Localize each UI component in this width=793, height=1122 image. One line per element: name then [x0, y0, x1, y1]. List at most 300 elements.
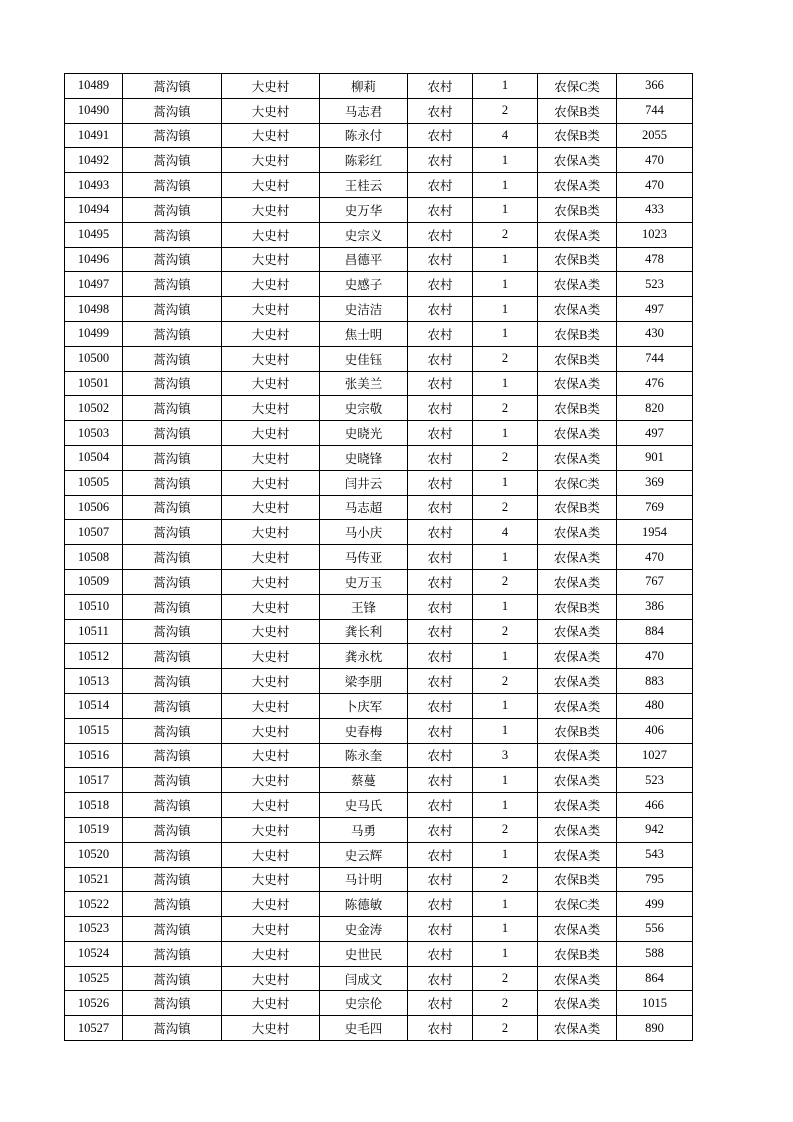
- cell-insurance-category: 农保A类: [538, 569, 617, 594]
- cell-id: 10507: [65, 520, 123, 545]
- cell-insurance-category: 农保B类: [538, 197, 617, 222]
- cell-village: 大史村: [222, 197, 320, 222]
- cell-residence-type: 农村: [408, 371, 473, 396]
- cell-residence-type: 农村: [408, 148, 473, 173]
- cell-person-name: 陈永奎: [320, 743, 408, 768]
- cell-town: 蒿沟镇: [123, 842, 222, 867]
- cell-village: 大史村: [222, 693, 320, 718]
- cell-village: 大史村: [222, 421, 320, 446]
- data-table: [64, 73, 693, 1041]
- cell-village: 大史村: [222, 123, 320, 148]
- cell-insurance-category: 农保A类: [538, 743, 617, 768]
- cell-id: 10508: [65, 545, 123, 570]
- cell-amount: 433: [617, 197, 693, 222]
- cell-insurance-category: 农保A类: [538, 371, 617, 396]
- cell-person-count: 1: [473, 892, 538, 917]
- cell-id: 10523: [65, 917, 123, 942]
- cell-amount: 767: [617, 569, 693, 594]
- cell-village: 大史村: [222, 991, 320, 1016]
- cell-amount: 884: [617, 619, 693, 644]
- cell-insurance-category: 农保A类: [538, 817, 617, 842]
- cell-residence-type: 农村: [408, 74, 473, 99]
- cell-village: 大史村: [222, 917, 320, 942]
- cell-town: 蒿沟镇: [123, 445, 222, 470]
- cell-insurance-category: 农保A类: [538, 793, 617, 818]
- cell-person-name: 闫成文: [320, 966, 408, 991]
- table-row: [65, 321, 693, 346]
- cell-person-name: 陈德敏: [320, 892, 408, 917]
- cell-person-name: 马计明: [320, 867, 408, 892]
- cell-person-name: 史洁洁: [320, 297, 408, 322]
- cell-residence-type: 农村: [408, 321, 473, 346]
- cell-residence-type: 农村: [408, 569, 473, 594]
- table-row: [65, 718, 693, 743]
- cell-residence-type: 农村: [408, 594, 473, 619]
- table-row: [65, 371, 693, 396]
- cell-insurance-category: 农保B类: [538, 495, 617, 520]
- cell-village: 大史村: [222, 272, 320, 297]
- cell-person-name: 闫井云: [320, 470, 408, 495]
- cell-amount: 820: [617, 396, 693, 421]
- cell-id: 10489: [65, 74, 123, 99]
- cell-residence-type: 农村: [408, 1016, 473, 1041]
- cell-amount: 883: [617, 669, 693, 694]
- cell-village: 大史村: [222, 173, 320, 198]
- cell-residence-type: 农村: [408, 669, 473, 694]
- cell-person-count: 1: [473, 768, 538, 793]
- cell-amount: 1027: [617, 743, 693, 768]
- cell-insurance-category: 农保A类: [538, 991, 617, 1016]
- cell-insurance-category: 农保A类: [538, 693, 617, 718]
- cell-amount: 744: [617, 346, 693, 371]
- cell-town: 蒿沟镇: [123, 297, 222, 322]
- cell-id: 10502: [65, 396, 123, 421]
- table-row: [65, 470, 693, 495]
- cell-id: 10506: [65, 495, 123, 520]
- table-row: [65, 421, 693, 446]
- cell-town: 蒿沟镇: [123, 148, 222, 173]
- cell-town: 蒿沟镇: [123, 396, 222, 421]
- cell-id: 10494: [65, 197, 123, 222]
- cell-town: 蒿沟镇: [123, 991, 222, 1016]
- cell-amount: 497: [617, 297, 693, 322]
- cell-person-name: 史毛四: [320, 1016, 408, 1041]
- cell-insurance-category: 农保A类: [538, 272, 617, 297]
- cell-person-count: 2: [473, 98, 538, 123]
- cell-insurance-category: 农保B类: [538, 594, 617, 619]
- cell-person-count: 2: [473, 1016, 538, 1041]
- cell-amount: 369: [617, 470, 693, 495]
- cell-id: 10513: [65, 669, 123, 694]
- table-row: [65, 445, 693, 470]
- cell-id: 10490: [65, 98, 123, 123]
- cell-town: 蒿沟镇: [123, 867, 222, 892]
- table-row: [65, 693, 693, 718]
- cell-id: 10495: [65, 222, 123, 247]
- cell-person-name: 张美兰: [320, 371, 408, 396]
- cell-id: 10511: [65, 619, 123, 644]
- cell-amount: 556: [617, 917, 693, 942]
- table-row: [65, 892, 693, 917]
- cell-person-name: 史云辉: [320, 842, 408, 867]
- cell-person-count: 1: [473, 545, 538, 570]
- cell-village: 大史村: [222, 768, 320, 793]
- cell-person-name: 王锋: [320, 594, 408, 619]
- cell-residence-type: 农村: [408, 222, 473, 247]
- cell-id: 10525: [65, 966, 123, 991]
- cell-village: 大史村: [222, 644, 320, 669]
- cell-person-count: 2: [473, 396, 538, 421]
- cell-insurance-category: 农保B类: [538, 718, 617, 743]
- cell-person-name: 马志超: [320, 495, 408, 520]
- cell-insurance-category: 农保B类: [538, 396, 617, 421]
- cell-person-count: 1: [473, 148, 538, 173]
- cell-person-count: 1: [473, 321, 538, 346]
- cell-village: 大史村: [222, 98, 320, 123]
- cell-town: 蒿沟镇: [123, 371, 222, 396]
- cell-residence-type: 农村: [408, 520, 473, 545]
- cell-person-count: 2: [473, 495, 538, 520]
- cell-village: 大史村: [222, 297, 320, 322]
- cell-person-name: 龚永枕: [320, 644, 408, 669]
- cell-village: 大史村: [222, 445, 320, 470]
- cell-person-name: 史晓光: [320, 421, 408, 446]
- cell-insurance-category: 农保A类: [538, 768, 617, 793]
- cell-person-count: 1: [473, 718, 538, 743]
- cell-person-name: 焦士明: [320, 321, 408, 346]
- table-row: [65, 272, 693, 297]
- cell-person-name: 柳莉: [320, 74, 408, 99]
- cell-amount: 386: [617, 594, 693, 619]
- cell-amount: 499: [617, 892, 693, 917]
- cell-insurance-category: 农保A类: [538, 669, 617, 694]
- cell-person-name: 史晓锋: [320, 445, 408, 470]
- cell-amount: 543: [617, 842, 693, 867]
- cell-id: 10493: [65, 173, 123, 198]
- cell-id: 10516: [65, 743, 123, 768]
- cell-town: 蒿沟镇: [123, 247, 222, 272]
- cell-insurance-category: 农保B类: [538, 321, 617, 346]
- cell-amount: 795: [617, 867, 693, 892]
- cell-village: 大史村: [222, 966, 320, 991]
- cell-id: 10524: [65, 941, 123, 966]
- cell-id: 10500: [65, 346, 123, 371]
- cell-person-count: 1: [473, 644, 538, 669]
- cell-residence-type: 农村: [408, 123, 473, 148]
- table-row: [65, 768, 693, 793]
- cell-residence-type: 农村: [408, 197, 473, 222]
- table-row: [65, 520, 693, 545]
- cell-insurance-category: 农保A类: [538, 520, 617, 545]
- cell-person-count: 1: [473, 470, 538, 495]
- table-row: [65, 817, 693, 842]
- cell-insurance-category: 农保B类: [538, 247, 617, 272]
- cell-town: 蒿沟镇: [123, 470, 222, 495]
- cell-person-count: 2: [473, 222, 538, 247]
- cell-town: 蒿沟镇: [123, 74, 222, 99]
- cell-town: 蒿沟镇: [123, 123, 222, 148]
- cell-town: 蒿沟镇: [123, 718, 222, 743]
- cell-residence-type: 农村: [408, 718, 473, 743]
- cell-person-count: 2: [473, 966, 538, 991]
- table-row: [65, 173, 693, 198]
- cell-amount: 430: [617, 321, 693, 346]
- cell-insurance-category: 农保B类: [538, 867, 617, 892]
- cell-town: 蒿沟镇: [123, 346, 222, 371]
- cell-town: 蒿沟镇: [123, 520, 222, 545]
- cell-person-count: 2: [473, 867, 538, 892]
- cell-id: 10526: [65, 991, 123, 1016]
- cell-village: 大史村: [222, 545, 320, 570]
- cell-town: 蒿沟镇: [123, 569, 222, 594]
- cell-insurance-category: 农保A类: [538, 148, 617, 173]
- cell-residence-type: 农村: [408, 272, 473, 297]
- cell-amount: 1015: [617, 991, 693, 1016]
- cell-amount: 769: [617, 495, 693, 520]
- cell-person-count: 2: [473, 619, 538, 644]
- cell-amount: 476: [617, 371, 693, 396]
- table-row: [65, 123, 693, 148]
- cell-person-count: 1: [473, 247, 538, 272]
- cell-person-count: 1: [473, 594, 538, 619]
- cell-amount: 864: [617, 966, 693, 991]
- table-row: [65, 297, 693, 322]
- cell-village: 大史村: [222, 321, 320, 346]
- spreadsheet-sheet: [64, 73, 693, 1041]
- cell-village: 大史村: [222, 495, 320, 520]
- table-row: [65, 222, 693, 247]
- cell-town: 蒿沟镇: [123, 917, 222, 942]
- cell-person-name: 王桂云: [320, 173, 408, 198]
- cell-person-count: 2: [473, 991, 538, 1016]
- cell-town: 蒿沟镇: [123, 817, 222, 842]
- cell-person-count: 1: [473, 941, 538, 966]
- cell-amount: 1954: [617, 520, 693, 545]
- cell-town: 蒿沟镇: [123, 1016, 222, 1041]
- cell-amount: 470: [617, 173, 693, 198]
- cell-person-count: 1: [473, 74, 538, 99]
- cell-person-name: 龚长利: [320, 619, 408, 644]
- cell-person-count: 1: [473, 793, 538, 818]
- cell-insurance-category: 农保A类: [538, 619, 617, 644]
- cell-residence-type: 农村: [408, 892, 473, 917]
- cell-id: 10498: [65, 297, 123, 322]
- cell-insurance-category: 农保A类: [538, 644, 617, 669]
- table-row: [65, 74, 693, 99]
- cell-amount: 2055: [617, 123, 693, 148]
- cell-id: 10501: [65, 371, 123, 396]
- cell-town: 蒿沟镇: [123, 421, 222, 446]
- cell-amount: 470: [617, 148, 693, 173]
- cell-residence-type: 农村: [408, 98, 473, 123]
- table-row: [65, 619, 693, 644]
- cell-village: 大史村: [222, 1016, 320, 1041]
- cell-residence-type: 农村: [408, 842, 473, 867]
- cell-person-count: 4: [473, 520, 538, 545]
- cell-village: 大史村: [222, 222, 320, 247]
- cell-person-name: 梁李朋: [320, 669, 408, 694]
- cell-person-name: 昌德平: [320, 247, 408, 272]
- cell-residence-type: 农村: [408, 495, 473, 520]
- cell-person-count: 1: [473, 693, 538, 718]
- cell-amount: 523: [617, 272, 693, 297]
- cell-residence-type: 农村: [408, 867, 473, 892]
- cell-amount: 480: [617, 693, 693, 718]
- cell-insurance-category: 农保A类: [538, 421, 617, 446]
- table-row: [65, 98, 693, 123]
- cell-residence-type: 农村: [408, 247, 473, 272]
- cell-id: 10503: [65, 421, 123, 446]
- cell-person-name: 蔡蔓: [320, 768, 408, 793]
- cell-person-count: 1: [473, 197, 538, 222]
- table-row: [65, 867, 693, 892]
- cell-town: 蒿沟镇: [123, 197, 222, 222]
- cell-insurance-category: 农保A类: [538, 173, 617, 198]
- cell-amount: 1023: [617, 222, 693, 247]
- cell-insurance-category: 农保A类: [538, 445, 617, 470]
- cell-id: 10492: [65, 148, 123, 173]
- cell-insurance-category: 农保A类: [538, 222, 617, 247]
- cell-person-name: 马志君: [320, 98, 408, 123]
- cell-residence-type: 农村: [408, 445, 473, 470]
- cell-person-name: 史宗伦: [320, 991, 408, 1016]
- table-row: [65, 594, 693, 619]
- cell-id: 10509: [65, 569, 123, 594]
- cell-amount: 406: [617, 718, 693, 743]
- cell-insurance-category: 农保C类: [538, 74, 617, 99]
- table-row: [65, 991, 693, 1016]
- cell-id: 10496: [65, 247, 123, 272]
- table-row: [65, 793, 693, 818]
- cell-person-count: 1: [473, 297, 538, 322]
- cell-village: 大史村: [222, 867, 320, 892]
- cell-village: 大史村: [222, 396, 320, 421]
- cell-residence-type: 农村: [408, 173, 473, 198]
- cell-town: 蒿沟镇: [123, 768, 222, 793]
- cell-town: 蒿沟镇: [123, 793, 222, 818]
- cell-town: 蒿沟镇: [123, 693, 222, 718]
- cell-person-count: 1: [473, 371, 538, 396]
- cell-residence-type: 农村: [408, 545, 473, 570]
- cell-person-count: 2: [473, 569, 538, 594]
- cell-id: 10521: [65, 867, 123, 892]
- cell-town: 蒿沟镇: [123, 545, 222, 570]
- cell-village: 大史村: [222, 718, 320, 743]
- cell-amount: 466: [617, 793, 693, 818]
- cell-insurance-category: 农保A类: [538, 545, 617, 570]
- cell-person-count: 3: [473, 743, 538, 768]
- cell-village: 大史村: [222, 346, 320, 371]
- cell-village: 大史村: [222, 247, 320, 272]
- cell-insurance-category: 农保A类: [538, 966, 617, 991]
- cell-town: 蒿沟镇: [123, 743, 222, 768]
- cell-village: 大史村: [222, 74, 320, 99]
- cell-residence-type: 农村: [408, 768, 473, 793]
- cell-village: 大史村: [222, 148, 320, 173]
- table-row: [65, 966, 693, 991]
- cell-village: 大史村: [222, 371, 320, 396]
- cell-insurance-category: 农保A类: [538, 297, 617, 322]
- cell-person-count: 2: [473, 445, 538, 470]
- cell-id: 10527: [65, 1016, 123, 1041]
- cell-id: 10520: [65, 842, 123, 867]
- cell-person-name: 史春梅: [320, 718, 408, 743]
- cell-person-name: 史佳钰: [320, 346, 408, 371]
- cell-id: 10497: [65, 272, 123, 297]
- cell-person-name: 马传亚: [320, 545, 408, 570]
- cell-person-name: 史感子: [320, 272, 408, 297]
- cell-person-count: 2: [473, 817, 538, 842]
- cell-town: 蒿沟镇: [123, 644, 222, 669]
- table-row: [65, 842, 693, 867]
- table-row: [65, 1016, 693, 1041]
- cell-insurance-category: 农保B类: [538, 123, 617, 148]
- cell-village: 大史村: [222, 520, 320, 545]
- cell-person-count: 2: [473, 669, 538, 694]
- cell-town: 蒿沟镇: [123, 98, 222, 123]
- cell-insurance-category: 农保B类: [538, 98, 617, 123]
- cell-residence-type: 农村: [408, 793, 473, 818]
- cell-id: 10510: [65, 594, 123, 619]
- table-row: [65, 346, 693, 371]
- table-row: [65, 396, 693, 421]
- cell-person-name: 史世民: [320, 941, 408, 966]
- cell-village: 大史村: [222, 817, 320, 842]
- cell-village: 大史村: [222, 569, 320, 594]
- cell-residence-type: 农村: [408, 693, 473, 718]
- table-row: [65, 917, 693, 942]
- cell-town: 蒿沟镇: [123, 619, 222, 644]
- cell-amount: 901: [617, 445, 693, 470]
- table-row: [65, 669, 693, 694]
- cell-person-name: 史金涛: [320, 917, 408, 942]
- cell-residence-type: 农村: [408, 966, 473, 991]
- table-body: [65, 74, 693, 1041]
- cell-residence-type: 农村: [408, 941, 473, 966]
- cell-town: 蒿沟镇: [123, 941, 222, 966]
- cell-insurance-category: 农保C类: [538, 470, 617, 495]
- cell-village: 大史村: [222, 669, 320, 694]
- cell-insurance-category: 农保B类: [538, 941, 617, 966]
- table-row: [65, 569, 693, 594]
- cell-person-count: 2: [473, 346, 538, 371]
- cell-town: 蒿沟镇: [123, 272, 222, 297]
- cell-person-name: 史马氏: [320, 793, 408, 818]
- cell-person-name: 史万华: [320, 197, 408, 222]
- cell-id: 10518: [65, 793, 123, 818]
- cell-amount: 470: [617, 644, 693, 669]
- cell-id: 10512: [65, 644, 123, 669]
- cell-village: 大史村: [222, 892, 320, 917]
- cell-residence-type: 农村: [408, 396, 473, 421]
- cell-village: 大史村: [222, 594, 320, 619]
- cell-residence-type: 农村: [408, 817, 473, 842]
- cell-person-name: 卜庆军: [320, 693, 408, 718]
- cell-residence-type: 农村: [408, 917, 473, 942]
- cell-person-name: 陈彩红: [320, 148, 408, 173]
- cell-residence-type: 农村: [408, 991, 473, 1016]
- cell-insurance-category: 农保C类: [538, 892, 617, 917]
- cell-person-count: 1: [473, 421, 538, 446]
- table-row: [65, 644, 693, 669]
- cell-town: 蒿沟镇: [123, 173, 222, 198]
- cell-person-count: 4: [473, 123, 538, 148]
- cell-town: 蒿沟镇: [123, 892, 222, 917]
- cell-amount: 588: [617, 941, 693, 966]
- cell-person-name: 马小庆: [320, 520, 408, 545]
- cell-residence-type: 农村: [408, 346, 473, 371]
- cell-person-count: 1: [473, 173, 538, 198]
